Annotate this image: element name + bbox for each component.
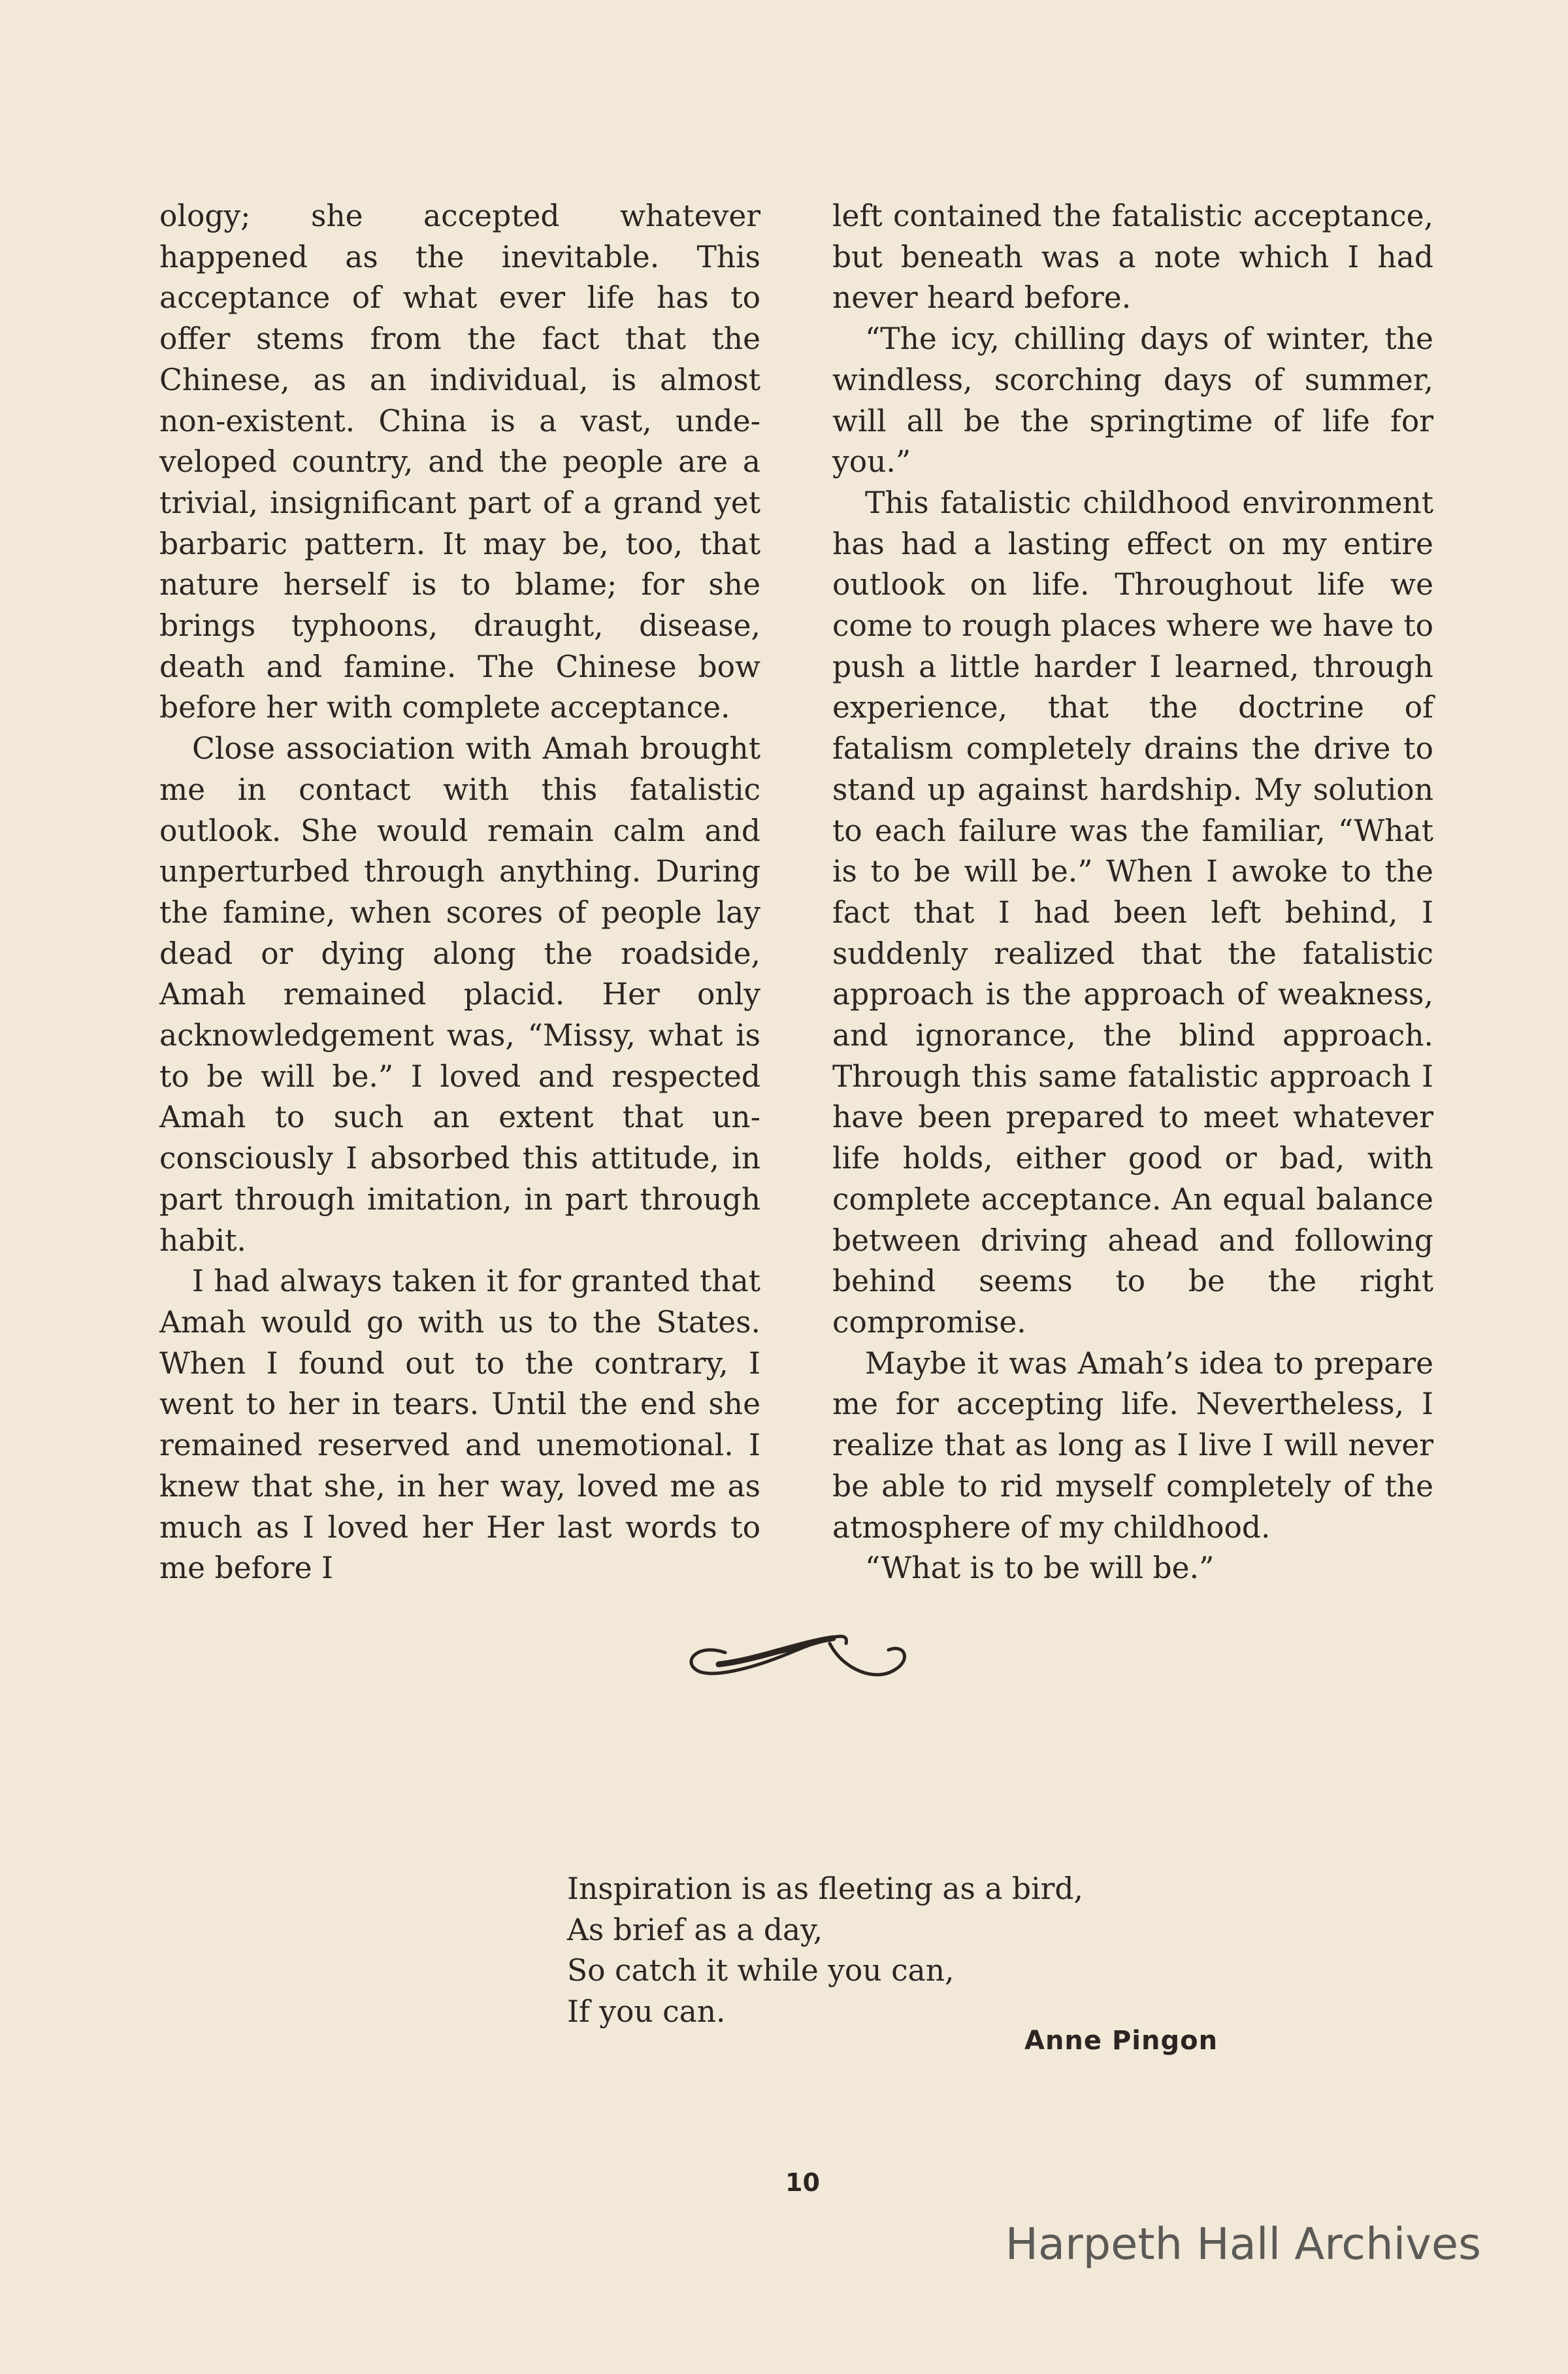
paragraph: “What is to be will be.” bbox=[865, 1551, 1215, 1586]
paragraph: “The icy, chilling days of winter, the windless, scorching days of summer, will all be the springtime of life for you.” bbox=[832, 321, 1433, 480]
flourish-ornament-icon bbox=[679, 1624, 921, 1686]
paragraph: Maybe it was Amah’s idea to prepare me for accepting life. Nevertheless, I realize that as long as I live I will never be able to rid myself completely of the atmosphere of my childhood. bbox=[832, 1345, 1433, 1545]
left-column bbox=[159, 196, 760, 1589]
paragraph: I had always taken it for granted that Amah would go with us to the States. When I found out to the contrary, I went to her in tears. Until the end she remained reserved and unemotional. I knew that she, in her way, loved me as much as I loved her Her last words to me before I bbox=[159, 1264, 760, 1586]
poem-author: Anne Pingon bbox=[1024, 2026, 1218, 2056]
paragraph: left contained the fatalistic acceptance, but beneath was a note which I had never heard before. bbox=[832, 199, 1433, 316]
poem-line: As brief as a day, bbox=[567, 1912, 823, 1947]
right-column bbox=[832, 196, 1433, 1589]
poem-line: So catch it while you can, bbox=[567, 1953, 955, 1988]
archive-watermark: Harpeth Hall Archives bbox=[1005, 2218, 1481, 2269]
paragraph: Close association with Amah brought me in contact with this fatalistic outlook. She would remain calm and unperturbed through anything. During the famine, when scores of people lay dead or dying along the roadside, Amah remained placid. Her only acknowledgement was, “Missy, what is to be will be.” I loved and respected Amah to such an extent that unconsciously I absorbed this attitude, in part through imitation, in part through habit. bbox=[159, 731, 760, 1258]
poem-line: Inspiration is as fleeting as a bird, bbox=[567, 1871, 1083, 1906]
poem-line: If you can. bbox=[567, 1994, 726, 2030]
poem bbox=[567, 1869, 1083, 2033]
paragraph: This fatalistic childhood environment has had a lasting effect on my entire outlook on life. Throughout life we come to rough places where we have to push a little harder I learned, through experience, that the doctrine of fatalism completely drains the drive to stand up against hardship. My solution to each failure was the familiar, “What is to be will be.” When I awoke to the fact that I had been left behind, I suddenly realized that the fatalistic approach is the approach of weakness, and ignorance, the blind approach. Through this same fatalistic approach I have been prepared to meet whatever life holds, either good or bad, with complete acceptance. An equal balance between driving ahead and following behind seems to be the right compromise. bbox=[832, 485, 1433, 1340]
page-number: 10 bbox=[785, 2168, 820, 2197]
paragraph: ology; she accepted whatever happened as the inevitable. This acceptance of what ever life has to offer stems from the fact that the Chinese, as an individual, is almost non-existent. China is a vast, undeveloped country, and the people are a trivial, insignificant part of a grand yet barbaric pattern. It may be, too, that nature herself is to blame; for she brings typhoons, draught, disease, death and famine. The Chinese bow before her with complete acceptance. bbox=[159, 199, 760, 725]
